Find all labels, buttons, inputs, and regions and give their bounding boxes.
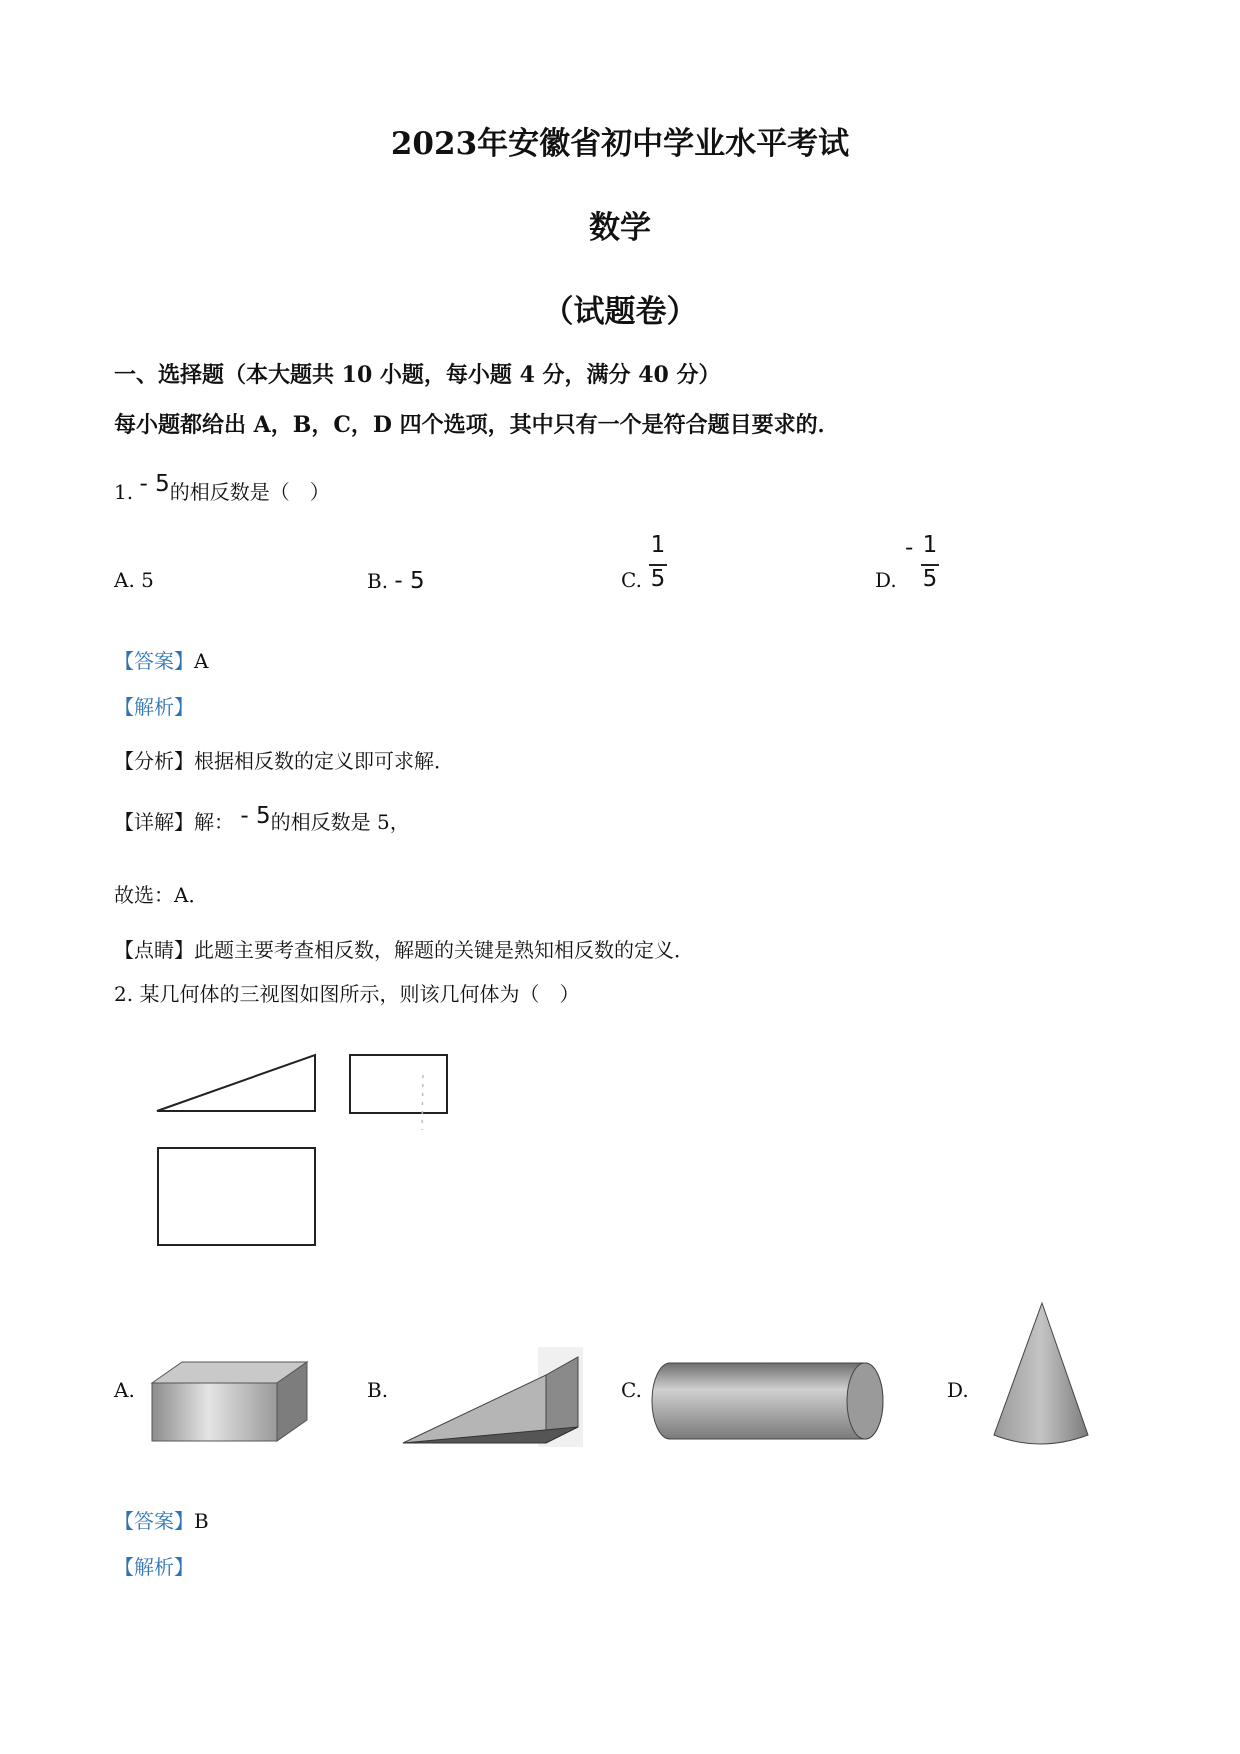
exam-title: 2023年安徽省初中学业水平考试 xyxy=(390,126,850,162)
q1-option-d-numerator: 1 xyxy=(922,532,938,558)
q1-fenxi: 根据相反数的定义即可求解． xyxy=(194,749,454,773)
q1-option-b xyxy=(367,568,425,594)
q2-answer-tag: 【答案】 xyxy=(114,1509,194,1533)
q1-option-a: A. 5 xyxy=(114,568,154,592)
q1-number: 1. xyxy=(114,480,134,504)
q1-analysis-tag: 【解析】 xyxy=(114,695,194,719)
q2-option-b-label: B. xyxy=(367,1378,389,1402)
q1-answer: A xyxy=(194,649,209,673)
q1-math: - 5 xyxy=(139,471,170,497)
q1-option-b-value: - 5 xyxy=(394,568,425,594)
top-view-rectangle xyxy=(158,1148,315,1245)
q1-option-c-numerator: 1 xyxy=(650,532,666,558)
q2-analysis-tag: 【解析】 xyxy=(114,1555,194,1579)
section-heading: 一、选择题（本大题共 10 小题，每小题 4 分，满分 40 分） xyxy=(114,362,721,388)
q2-stem: 2. 某几何体的三视图如图所示，则该几何体为（ ） xyxy=(114,982,580,1006)
front-view-triangle xyxy=(157,1055,315,1111)
q1-comment-tag: 【点睛】 xyxy=(114,938,194,962)
q1-choose: 故选：A． xyxy=(114,883,209,907)
q1-detail-math: - 5 xyxy=(240,803,271,829)
section-instruction: 每小题都给出 A，B，C，D 四个选项，其中只有一个是符合题目要求的． xyxy=(114,412,840,438)
q2-answer: B xyxy=(194,1509,209,1533)
q2-option-d-label: D. xyxy=(947,1378,969,1402)
q1-option-b-label: B. xyxy=(367,569,389,593)
three-view-figure xyxy=(140,1040,480,1280)
q1-detail-line xyxy=(114,803,410,835)
q2-option-c-cylinder-image xyxy=(650,1355,890,1455)
q1-fenxi-line xyxy=(114,745,454,774)
q2-option-d-cone-image xyxy=(980,1295,1100,1455)
q1-answer-tag: 【答案】 xyxy=(114,649,194,673)
q1-option-d-label: D. xyxy=(875,568,897,592)
side-view-rectangle xyxy=(350,1055,447,1113)
q2-answer-line xyxy=(114,1505,209,1534)
scan-artifact-line xyxy=(422,1075,423,1130)
q1-fenxi-tag: 【分析】 xyxy=(114,749,194,773)
q1-detail-tag: 【详解】 xyxy=(114,810,194,834)
q1-option-c-label: C. xyxy=(621,568,642,592)
q1-option-c-denominator: 5 xyxy=(650,566,666,592)
q1-answer-line xyxy=(114,645,208,674)
q1-comment: 此题主要考查相反数，解题的关键是熟知相反数的定义． xyxy=(194,938,694,962)
q1-detail-pre: 解： xyxy=(194,810,234,834)
q1-comment-line xyxy=(114,934,694,963)
q2-option-a-label: A. xyxy=(114,1378,135,1402)
q2-option-b-wedge-image xyxy=(398,1345,588,1455)
q1-option-d-denominator: 5 xyxy=(922,566,938,592)
q2-option-a-cuboid-image xyxy=(142,1355,312,1450)
q1-option-d-sign: - xyxy=(905,535,914,561)
q2-option-c-label: C. xyxy=(621,1378,642,1402)
q1-detail-post: 的相反数是 5， xyxy=(270,810,410,834)
subject-title: 数学 xyxy=(589,210,651,246)
q1-stem-text: 的相反数是（ ） xyxy=(169,480,330,504)
q1-stem xyxy=(114,471,330,505)
paper-type: （试题卷） xyxy=(542,294,698,330)
